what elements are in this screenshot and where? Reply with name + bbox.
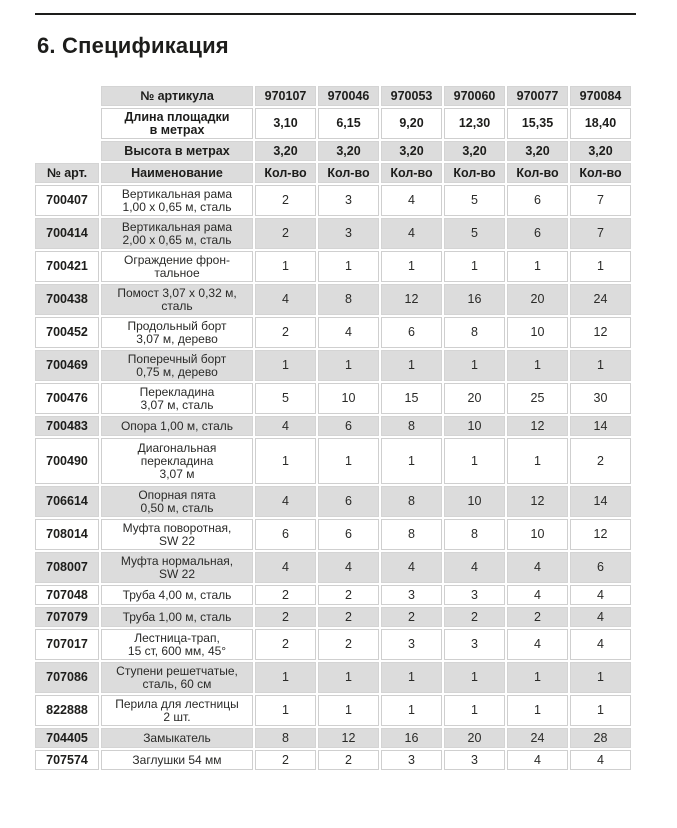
art-column-caption: № арт. [35,163,99,183]
qty-cell: 4 [507,552,568,583]
qty-cell: 5 [255,383,316,414]
qty-cell: 30 [570,383,631,414]
length-value-cell: 6,15 [318,108,379,139]
qty-cell: 3 [444,585,505,605]
qty-cell: 14 [570,416,631,436]
qty-cell: 12 [381,284,442,315]
empty-cell [35,86,99,106]
qty-cell: 1 [507,662,568,693]
name-line: SW 22 [158,566,195,581]
name-line: 1,00 x 0,65 м, сталь [122,199,232,214]
qty-cell: 1 [318,662,379,693]
length-value-cell: 18,40 [570,108,631,139]
table-row [35,251,631,282]
name-line: SW 22 [158,533,195,548]
name-line: Диагональная [137,440,217,455]
qty-cell: 2 [570,438,631,484]
name-line: сталь [161,298,193,313]
qty-cell: 1 [444,695,505,726]
qty-cell: 10 [507,317,568,348]
specification-table [33,84,633,772]
name-line: Поперечный борт [127,351,227,366]
qty-cell: 8 [381,486,442,517]
qty-cell: 6 [318,519,379,550]
name-line: 2 шт. [163,709,191,724]
qty-cell: 12 [570,519,631,550]
art-number-cell: 700414 [35,218,99,249]
qty-cell: 1 [318,695,379,726]
table-row [35,750,631,770]
qty-cell: 2 [255,317,316,348]
qty-cell: 1 [381,251,442,282]
art-number-cell: 708007 [35,552,99,583]
art-number-cell: 700452 [35,317,99,348]
qty-cell: 6 [255,519,316,550]
item-name-cell [101,486,253,517]
qty-column-caption: Кол-во [381,163,442,183]
art-number-cell: 708014 [35,519,99,550]
name-line: Помост 3,07 x 0,32 м, [117,285,237,300]
name-line: Муфта поворотная, [122,520,232,535]
qty-cell: 3 [381,629,442,660]
art-number-cell: 700469 [35,350,99,381]
qty-cell: 1 [444,438,505,484]
name-line: 0,50 м, сталь [140,500,214,515]
qty-cell: 6 [381,317,442,348]
art-number-cell: 706614 [35,486,99,517]
qty-cell: 4 [381,552,442,583]
item-name-cell: Замыкатель [101,728,253,748]
qty-cell: 4 [255,284,316,315]
art-number-cell: 700483 [35,416,99,436]
item-name-cell [101,251,253,282]
qty-cell: 1 [255,662,316,693]
qty-cell: 4 [507,750,568,770]
qty-cell: 4 [570,750,631,770]
qty-cell: 2 [318,585,379,605]
table-row [35,519,631,550]
qty-cell: 10 [507,519,568,550]
item-name-cell [101,438,253,484]
item-name-cell: Опора 1,00 м, сталь [101,416,253,436]
name-line: Продольный борт [127,318,227,333]
qty-cell: 3 [381,585,442,605]
qty-cell: 1 [381,662,442,693]
name-line: Муфта нормальная, [120,553,234,568]
qty-cell: 8 [444,317,505,348]
qty-cell: 8 [255,728,316,748]
qty-cell: 6 [570,552,631,583]
qty-cell: 24 [507,728,568,748]
table-row [35,416,631,436]
table-row [35,607,631,627]
name-line: Вертикальная рама [121,219,233,234]
qty-cell: 4 [318,552,379,583]
article-number-cell: 970060 [444,86,505,106]
item-name-cell: Труба 1,00 м, сталь [101,607,253,627]
qty-cell: 5 [444,185,505,216]
qty-cell: 1 [507,251,568,282]
table-row [35,438,631,484]
qty-cell: 1 [381,350,442,381]
art-number-cell: 700421 [35,251,99,282]
top-rule [35,13,636,15]
qty-cell: 14 [570,486,631,517]
header-row-height [35,141,631,161]
section-title: 6. Спецификация [37,33,229,58]
empty-cell [35,108,99,139]
height-value-cell: 3,20 [507,141,568,161]
table-row [35,218,631,249]
name-line: Перила для лестницы [115,696,239,711]
table-row [35,629,631,660]
qty-cell: 1 [507,350,568,381]
qty-cell: 4 [507,629,568,660]
qty-cell: 1 [507,695,568,726]
height-value-cell: 3,20 [318,141,379,161]
name-line: 0,75 м, дерево [136,364,218,379]
name-line: Опорная пята [138,487,216,502]
qty-cell: 1 [318,251,379,282]
item-name-cell [101,519,253,550]
art-number-cell: 700407 [35,185,99,216]
qty-cell: 4 [570,629,631,660]
qty-cell: 2 [255,750,316,770]
qty-cell: 4 [255,416,316,436]
qty-cell: 2 [444,607,505,627]
qty-cell: 2 [255,607,316,627]
qty-cell: 1 [444,350,505,381]
name-line: перекладина [140,453,214,468]
qty-cell: 7 [570,218,631,249]
qty-cell: 6 [318,486,379,517]
qty-cell: 3 [444,629,505,660]
qty-cell: 2 [318,629,379,660]
item-name-cell [101,317,253,348]
name-line: 3,07 м [159,466,195,481]
article-number-cell: 970077 [507,86,568,106]
qty-cell: 2 [381,607,442,627]
qty-cell: 3 [444,750,505,770]
item-name-cell [101,383,253,414]
table-row [35,185,631,216]
qty-cell: 4 [570,585,631,605]
qty-cell: 16 [444,284,505,315]
qty-cell: 1 [381,438,442,484]
height-label-cell: Высота в метрах [101,141,253,161]
item-name-cell [101,629,253,660]
qty-cell: 1 [318,438,379,484]
height-value-cell: 3,20 [444,141,505,161]
qty-cell: 8 [444,519,505,550]
qty-cell: 10 [444,416,505,436]
qty-cell: 8 [381,519,442,550]
item-name-cell: Заглушки 54 мм [101,750,253,770]
qty-cell: 2 [255,629,316,660]
name-line: Перекладина [139,384,215,399]
qty-column-caption: Кол-во [507,163,568,183]
qty-cell: 12 [507,416,568,436]
length-label-cell [101,108,253,139]
height-value-cell: 3,20 [381,141,442,161]
name-line: Ограждение фрон- [124,252,230,267]
article-number-cell: 970107 [255,86,316,106]
qty-cell: 20 [507,284,568,315]
item-name-cell [101,350,253,381]
qty-cell: 4 [381,185,442,216]
qty-cell: 1 [255,438,316,484]
qty-cell: 1 [507,438,568,484]
table-row [35,728,631,748]
name-line: в метрах [149,122,205,137]
article-number-cell: 970053 [381,86,442,106]
qty-cell: 1 [444,251,505,282]
item-name-cell [101,662,253,693]
qty-cell: 2 [507,607,568,627]
qty-cell: 12 [507,486,568,517]
table-row [35,284,631,315]
qty-cell: 6 [507,218,568,249]
qty-cell: 12 [570,317,631,348]
article-label-cell: № артикула [101,86,253,106]
qty-cell: 2 [318,750,379,770]
art-number-cell: 707079 [35,607,99,627]
qty-cell: 1 [255,251,316,282]
qty-cell: 10 [318,383,379,414]
item-name-cell [101,552,253,583]
name-line: тальное [154,265,200,280]
art-number-cell: 707048 [35,585,99,605]
art-number-cell: 700490 [35,438,99,484]
qty-cell: 4 [318,317,379,348]
qty-cell: 12 [318,728,379,748]
name-line: Вертикальная рама [121,186,233,201]
qty-cell: 8 [381,416,442,436]
header-row-length [35,108,631,139]
qty-cell: 6 [507,185,568,216]
article-number-cell: 970084 [570,86,631,106]
qty-cell: 1 [570,695,631,726]
length-value-cell: 12,30 [444,108,505,139]
qty-cell: 4 [570,607,631,627]
item-name-cell [101,695,253,726]
qty-cell: 4 [255,486,316,517]
qty-cell: 2 [318,607,379,627]
qty-cell: 7 [570,185,631,216]
qty-cell: 16 [381,728,442,748]
empty-cell [35,141,99,161]
name-line: Длина площадки [124,109,230,124]
name-column-caption: Наименование [101,163,253,183]
item-name-cell [101,218,253,249]
table-row [35,486,631,517]
qty-cell: 25 [507,383,568,414]
name-line: 3,07 м, сталь [140,397,214,412]
qty-cell: 5 [444,218,505,249]
item-name-cell: Труба 4,00 м, сталь [101,585,253,605]
art-number-cell: 700438 [35,284,99,315]
qty-cell: 6 [318,416,379,436]
length-value-cell: 9,20 [381,108,442,139]
name-line: сталь, 60 см [142,676,212,691]
qty-cell: 1 [381,695,442,726]
item-name-cell [101,284,253,315]
table-row [35,585,631,605]
art-number-cell: 707086 [35,662,99,693]
art-number-cell: 700476 [35,383,99,414]
name-line: Ступени решетчатые, [116,663,238,678]
qty-cell: 2 [255,218,316,249]
length-value-cell: 15,35 [507,108,568,139]
table-row [35,383,631,414]
art-number-cell: 704405 [35,728,99,748]
qty-column-caption: Кол-во [444,163,505,183]
qty-column-caption: Кол-во [318,163,379,183]
qty-cell: 20 [444,728,505,748]
qty-column-caption: Кол-во [570,163,631,183]
qty-cell: 2 [255,185,316,216]
qty-cell: 1 [570,662,631,693]
qty-cell: 4 [444,552,505,583]
name-line: 15 ст, 600 мм, 45° [127,643,227,658]
qty-column-caption: Кол-во [255,163,316,183]
name-line: Лестница-трап, [134,630,220,645]
header-row-articles [35,86,631,106]
qty-cell: 1 [444,662,505,693]
item-name-cell [101,185,253,216]
art-number-cell: 822888 [35,695,99,726]
height-value-cell: 3,20 [255,141,316,161]
art-number-cell: 707574 [35,750,99,770]
qty-cell: 1 [255,695,316,726]
qty-cell: 3 [381,750,442,770]
qty-cell: 1 [255,350,316,381]
article-number-cell: 970046 [318,86,379,106]
table-row [35,317,631,348]
qty-cell: 2 [255,585,316,605]
qty-cell: 20 [444,383,505,414]
art-number-cell: 707017 [35,629,99,660]
height-value-cell: 3,20 [570,141,631,161]
name-line: 3,07 м, дерево [136,331,218,346]
qty-cell: 4 [381,218,442,249]
qty-cell: 8 [318,284,379,315]
qty-cell: 1 [570,251,631,282]
table-row [35,552,631,583]
name-line: 2,00 x 0,65 м, сталь [122,232,232,247]
qty-cell: 3 [318,218,379,249]
header-row-captions [35,163,631,183]
table-row [35,350,631,381]
qty-cell: 4 [507,585,568,605]
qty-cell: 15 [381,383,442,414]
table-row [35,662,631,693]
qty-cell: 3 [318,185,379,216]
table-row [35,695,631,726]
qty-cell: 1 [318,350,379,381]
qty-cell: 28 [570,728,631,748]
qty-cell: 10 [444,486,505,517]
length-value-cell: 3,10 [255,108,316,139]
qty-cell: 4 [255,552,316,583]
qty-cell: 24 [570,284,631,315]
qty-cell: 1 [570,350,631,381]
